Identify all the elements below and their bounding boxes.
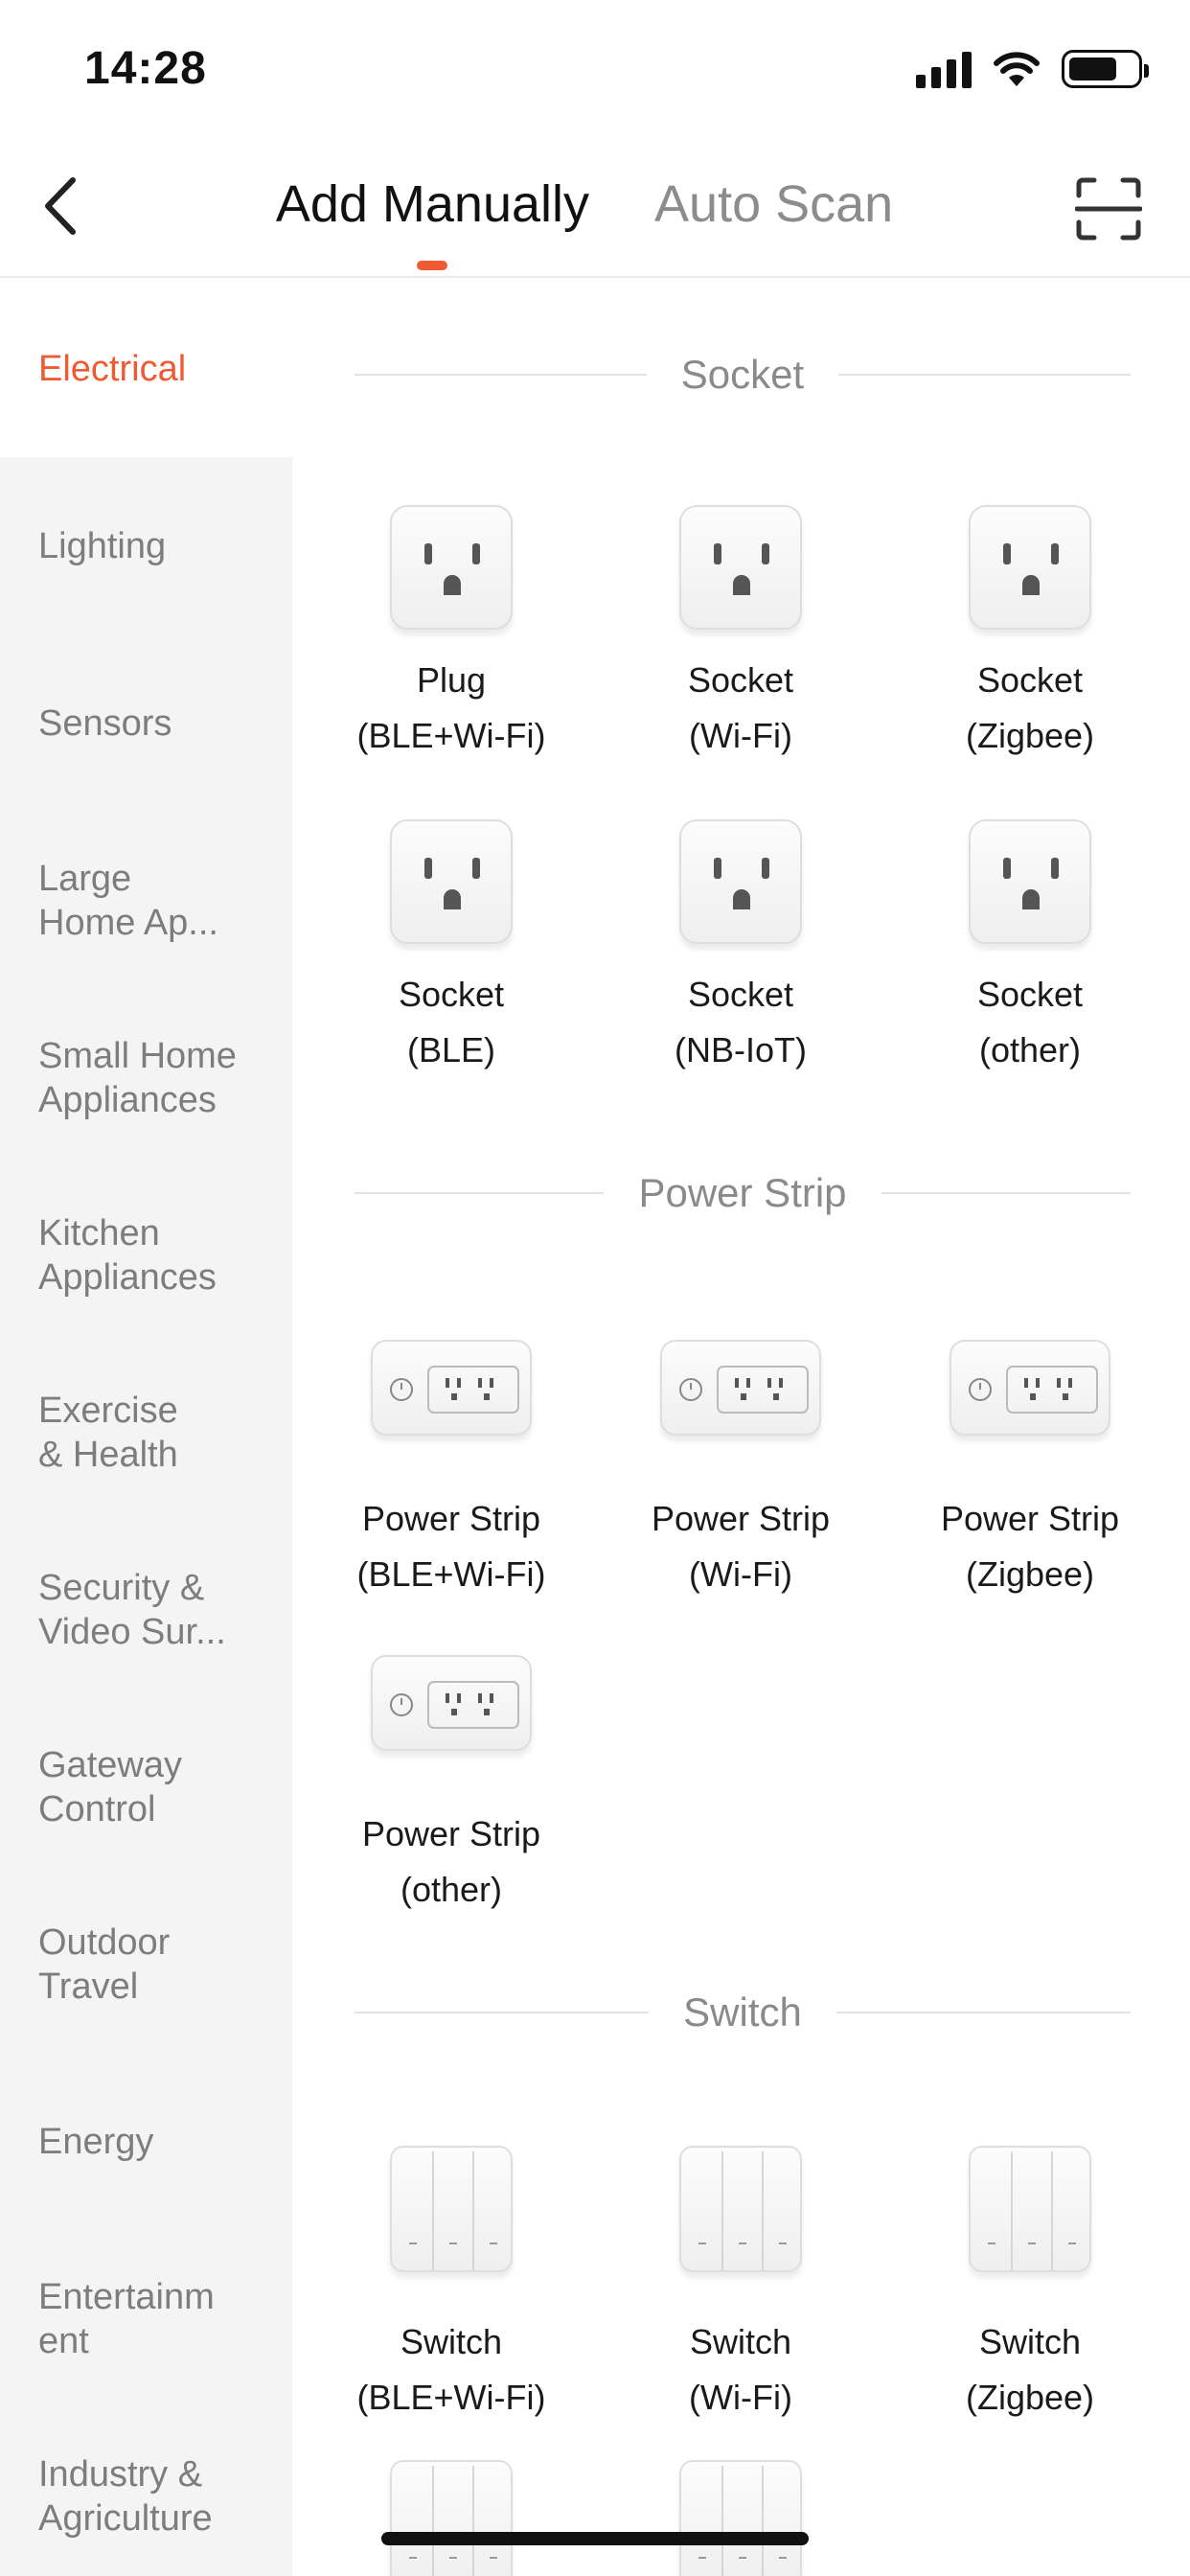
device-socket-nb-iot[interactable] [597, 819, 884, 1078]
switch-icon [969, 2146, 1091, 2272]
sidebar-item-label: Lighting [38, 525, 167, 566]
sidebar-item-electrical[interactable] [0, 280, 292, 457]
sidebar-item-gateway-control[interactable] [0, 1698, 292, 1875]
device-label: Socket (NB-IoT) [675, 975, 807, 1070]
sidebar-item-small-home-appliances[interactable] [0, 989, 292, 1166]
status-bar [0, 0, 1190, 144]
sidebar-item-kitchen-appliances[interactable] [0, 1166, 292, 1344]
scan-icon [1075, 176, 1142, 242]
socket-icon [679, 505, 802, 630]
sidebar-item-label: Gateway Control [38, 1744, 182, 1829]
device-list [292, 280, 1190, 2576]
device-label: Plug (BLE+Wi-Fi) [356, 660, 546, 755]
device-switch-zigbee[interactable] [886, 2146, 1174, 2426]
tab-auto-scan[interactable] [654, 171, 893, 238]
device-switch-ble-wifi[interactable] [308, 2146, 595, 2426]
power-strip-icon [950, 1340, 1110, 1436]
sidebar-item-label: Energy [38, 2121, 154, 2162]
device-socket-ble[interactable] [308, 819, 595, 1078]
scan-button[interactable] [1075, 176, 1142, 242]
power-strip-icon [371, 1340, 532, 1436]
home-indicator[interactable] [381, 2532, 809, 2545]
power-strip-icon [660, 1340, 821, 1436]
device-power-strip-zigbee[interactable] [886, 1340, 1174, 1602]
sidebar-item-entertainment[interactable] [0, 2230, 292, 2407]
device-label: Socket (Zigbee) [965, 660, 1095, 755]
section-title: Switch [683, 1990, 802, 2035]
device-switch-partial[interactable] [308, 2460, 595, 2576]
wifi-icon [993, 50, 1041, 88]
device-power-strip-ble-wifi[interactable] [308, 1340, 595, 1602]
section-title: Power Strip [638, 1170, 847, 1215]
active-tab-indicator [417, 261, 447, 270]
sidebar-item-label: Entertainm ent [38, 2276, 215, 2361]
socket-icon [390, 819, 513, 944]
sidebar-item-outdoor-travel[interactable] [0, 1875, 292, 2053]
device-label: Socket (Wi-Fi) [687, 660, 794, 755]
switch-icon [390, 2460, 513, 2576]
switch-icon [679, 2146, 802, 2272]
sidebar-item-label: Electrical [38, 348, 187, 389]
device-switch-wifi[interactable] [597, 2146, 884, 2426]
header-bar [0, 144, 1190, 278]
category-sidebar [0, 280, 292, 2576]
device-socket-wifi[interactable] [597, 505, 884, 764]
sidebar-item-label: Sensors [38, 702, 172, 744]
sidebar-item-label: Industry & Agriculture [38, 2453, 213, 2539]
power-strip-icon [371, 1655, 532, 1751]
section-header-switch [355, 1989, 1131, 2036]
socket-icon [969, 819, 1091, 944]
device-label: Power Strip (other) [361, 1814, 541, 1909]
status-icons [916, 50, 1142, 88]
sidebar-item-label: Large Home Ap... [38, 858, 218, 943]
sidebar-item-security-video[interactable] [0, 1521, 292, 1698]
sidebar-item-label: Kitchen Appliances [38, 1212, 217, 1298]
sidebar-item-label: Exercise & Health [38, 1390, 178, 1475]
device-switch-partial[interactable] [597, 2460, 884, 2576]
status-time: 14:28 [84, 43, 207, 94]
battery-icon [1062, 50, 1142, 88]
socket-icon [969, 505, 1091, 630]
sidebar-item-label: Security & Video Sur... [38, 1567, 226, 1652]
device-label: Power Strip (Wi-Fi) [651, 1499, 831, 1594]
tab-label: Auto Scan [654, 175, 894, 233]
device-label: Power Strip (BLE+Wi-Fi) [356, 1499, 546, 1594]
device-label: Switch (BLE+Wi-Fi) [356, 2322, 546, 2417]
sidebar-item-label: Small Home Appliances [38, 1035, 237, 1120]
section-header-power-strip [355, 1169, 1131, 1217]
device-label: Socket (other) [976, 975, 1084, 1070]
socket-icon [679, 819, 802, 944]
sidebar-item-large-home-appliances[interactable] [0, 812, 292, 989]
tab-label: Add Manually [275, 175, 590, 233]
device-socket-zigbee[interactable] [886, 505, 1174, 764]
device-label: Socket (BLE) [398, 975, 505, 1070]
cellular-signal-icon [916, 50, 972, 88]
sidebar-item-energy[interactable] [0, 2053, 292, 2230]
switch-icon [679, 2460, 802, 2576]
sidebar-item-industry-agriculture[interactable] [0, 2407, 292, 2576]
device-plug-ble-wifi[interactable] [308, 505, 595, 764]
sidebar-item-exercise-health[interactable] [0, 1344, 292, 1521]
tab-add-manually[interactable] [276, 171, 589, 238]
device-socket-other[interactable] [886, 819, 1174, 1078]
mode-tabs [0, 171, 1190, 238]
device-label: Switch (Wi-Fi) [689, 2322, 792, 2417]
section-header-socket [355, 351, 1131, 399]
device-label: Power Strip (Zigbee) [940, 1499, 1120, 1594]
sidebar-item-label: Outdoor Travel [38, 1921, 171, 2007]
section-title: Socket [680, 352, 805, 397]
sidebar-item-lighting[interactable] [0, 457, 292, 634]
device-power-strip-other[interactable] [308, 1655, 595, 1918]
device-power-strip-wifi[interactable] [597, 1340, 884, 1602]
socket-icon [390, 505, 513, 630]
device-label: Switch (Zigbee) [965, 2322, 1095, 2417]
sidebar-item-sensors[interactable] [0, 634, 292, 812]
switch-icon [390, 2146, 513, 2272]
